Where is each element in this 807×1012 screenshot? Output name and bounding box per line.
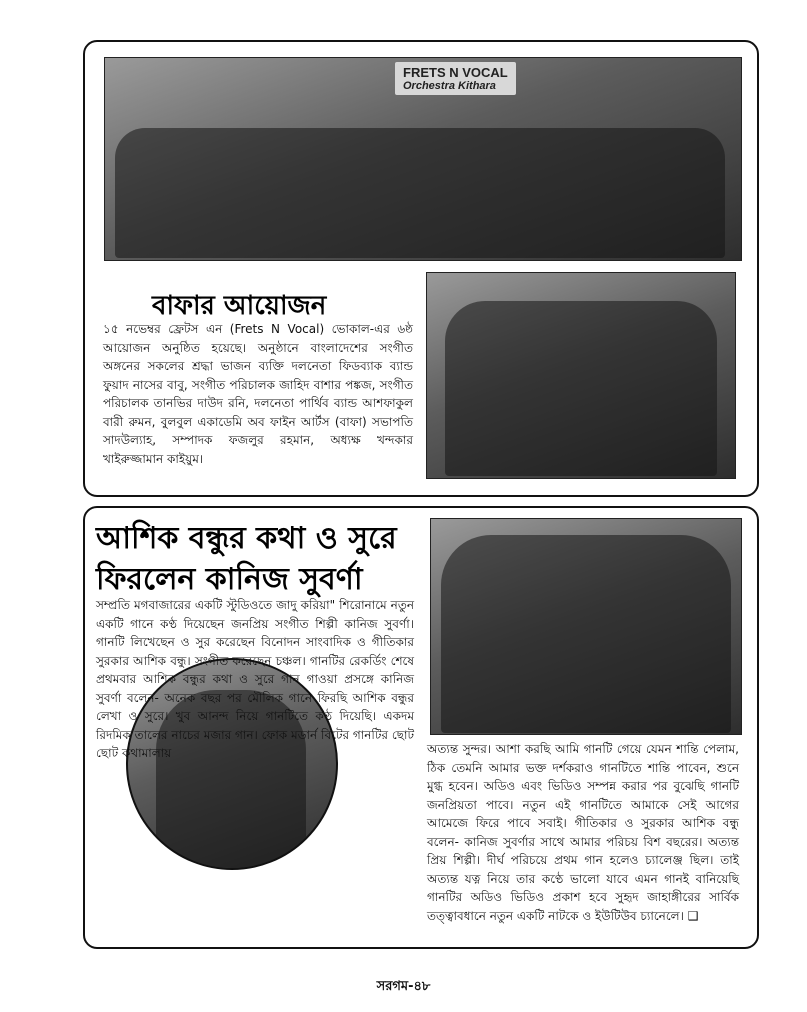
guests-silhouettes	[445, 301, 717, 476]
bafa-title: বাফার আয়োজন	[152, 291, 327, 321]
banner-brand: FRETS N VOCAL	[403, 65, 508, 80]
bafa-group-photo	[104, 57, 742, 261]
page-footer: সরগম-৪৮	[376, 979, 431, 994]
kaniz-group-silhouettes	[441, 535, 731, 733]
kaniz-title-line2: ফিরলেন কানিজ সুবর্ণা	[96, 562, 363, 597]
bafa-paragraph: ১৫ নভেম্বর ফ্রেটস এন (Frets N Vocal) ভোকাল-এর ৬ষ্ঠ আয়োজন অনুষ্ঠিত হয়েছে। অনুষ্ঠানে বাংলাদেশের সংগীত অঙ্গনের সকলের শ্রদ্ধা ভাজন ব্যক্তি দলনেতা ফিডব্যাক ব্যান্ড ফুয়াদ নাসের বাবু, সংগীত পরিচালক জাহিদ বাশার পঙ্কজ, সংগীত পরিচালক তানভির দাউদ রনি, দলনেতা পার্থিব ব্যান্ড আশফাকুল বারী রুমন, বুলবুল একাডেমি অব ফাইন আর্টস (বাফা) সভাপতি সাদউল্যাহ, সম্পাদক ফজলুর রহমান, অধ্যক্ষ খন্দকার খাইরুজ্জামান কাইয়ুম।	[103, 322, 413, 466]
banner-orchestra: Orchestra Kithara	[403, 80, 496, 92]
bafa-event-banner	[395, 62, 516, 95]
group-silhouettes	[115, 128, 725, 258]
kaniz-title-line1: আশিক বন্ধুর কথা ও সুরে	[96, 521, 397, 556]
kaniz-left-column: সম্প্রতি মগবাজারের একটি স্টুডিওতে জাদু করিয়া" শিরোনামে নতুন একটি গানে কণ্ঠ দিয়েছেন জনপ্রিয় সংগীত শিল্পী কানিজ সুবর্ণা। গানটি লিখেছেন ও সুর করেছেন বিনোদন সাংবাদিক ও গীতিকার সুরকার আশিক বন্ধু। সংগীত করেছেন চঞ্চল। গানটির রেকর্ডিং শেষে প্রথমবার আশিক বন্ধুর কথা ও সুরে গান গাওয়া প্রসঙ্গে কানিজ সুবর্ণা বলেন- অনেক বছর পর মৌলিক গানে ফিরছি আশিক বন্ধুর লেখা ও সুরে। খুব আনন্দ নিয়ে গানটিতে কণ্ঠ দিয়েছি। একদম রিদমিক তালের নাচের মজার গান। ফোক মডার্ন বিটের গানটির ছোট ছোট কথামালায়	[96, 598, 414, 760]
kaniz-group-photo	[430, 518, 742, 735]
kaniz-right-column: অত্যন্ত সুন্দর। আশা করছি আমি গানটি গেয়ে যেমন শান্তি পেলাম, ঠিক তেমনি আমার ভক্ত দর্শকরাও গানটিতে শান্তি পাবেন, শুনে মুগ্ধ হবেন। অডিও এবং ভিডিও সম্পন্ন করার পর বুঝেছি গানটি জনপ্রিয়তা পাবে। নতুন এই গানটিতে আমাকে সেই আগের আমেজে ফিরে পাবে সবাই। গীতিকার ও সুরকার আশিক বন্ধু বলেন- কানিজ সুবর্ণার সাথে আমার পরিচয় বিশ বছরের। অত্যন্ত প্রিয় শিল্পী। দীর্ঘ পরিচয়ে প্রথম গান হলেও চ্যালেঞ্জ ছিল। তাই অত্যন্ত যত্ন নিয়ে তার কণ্ঠে ভালো যাবে এমন গানই বানিয়েছি গানটির অডিও ভিডিও প্রকাশ হবে সুহৃদ জাহাঙ্গীরের সার্বিক তত্ত্বাবধানে নতুন একটি নাটকে ও ইউটিউব চ্যানেলে। ❑	[427, 742, 739, 923]
bafa-guests-photo	[426, 272, 736, 479]
